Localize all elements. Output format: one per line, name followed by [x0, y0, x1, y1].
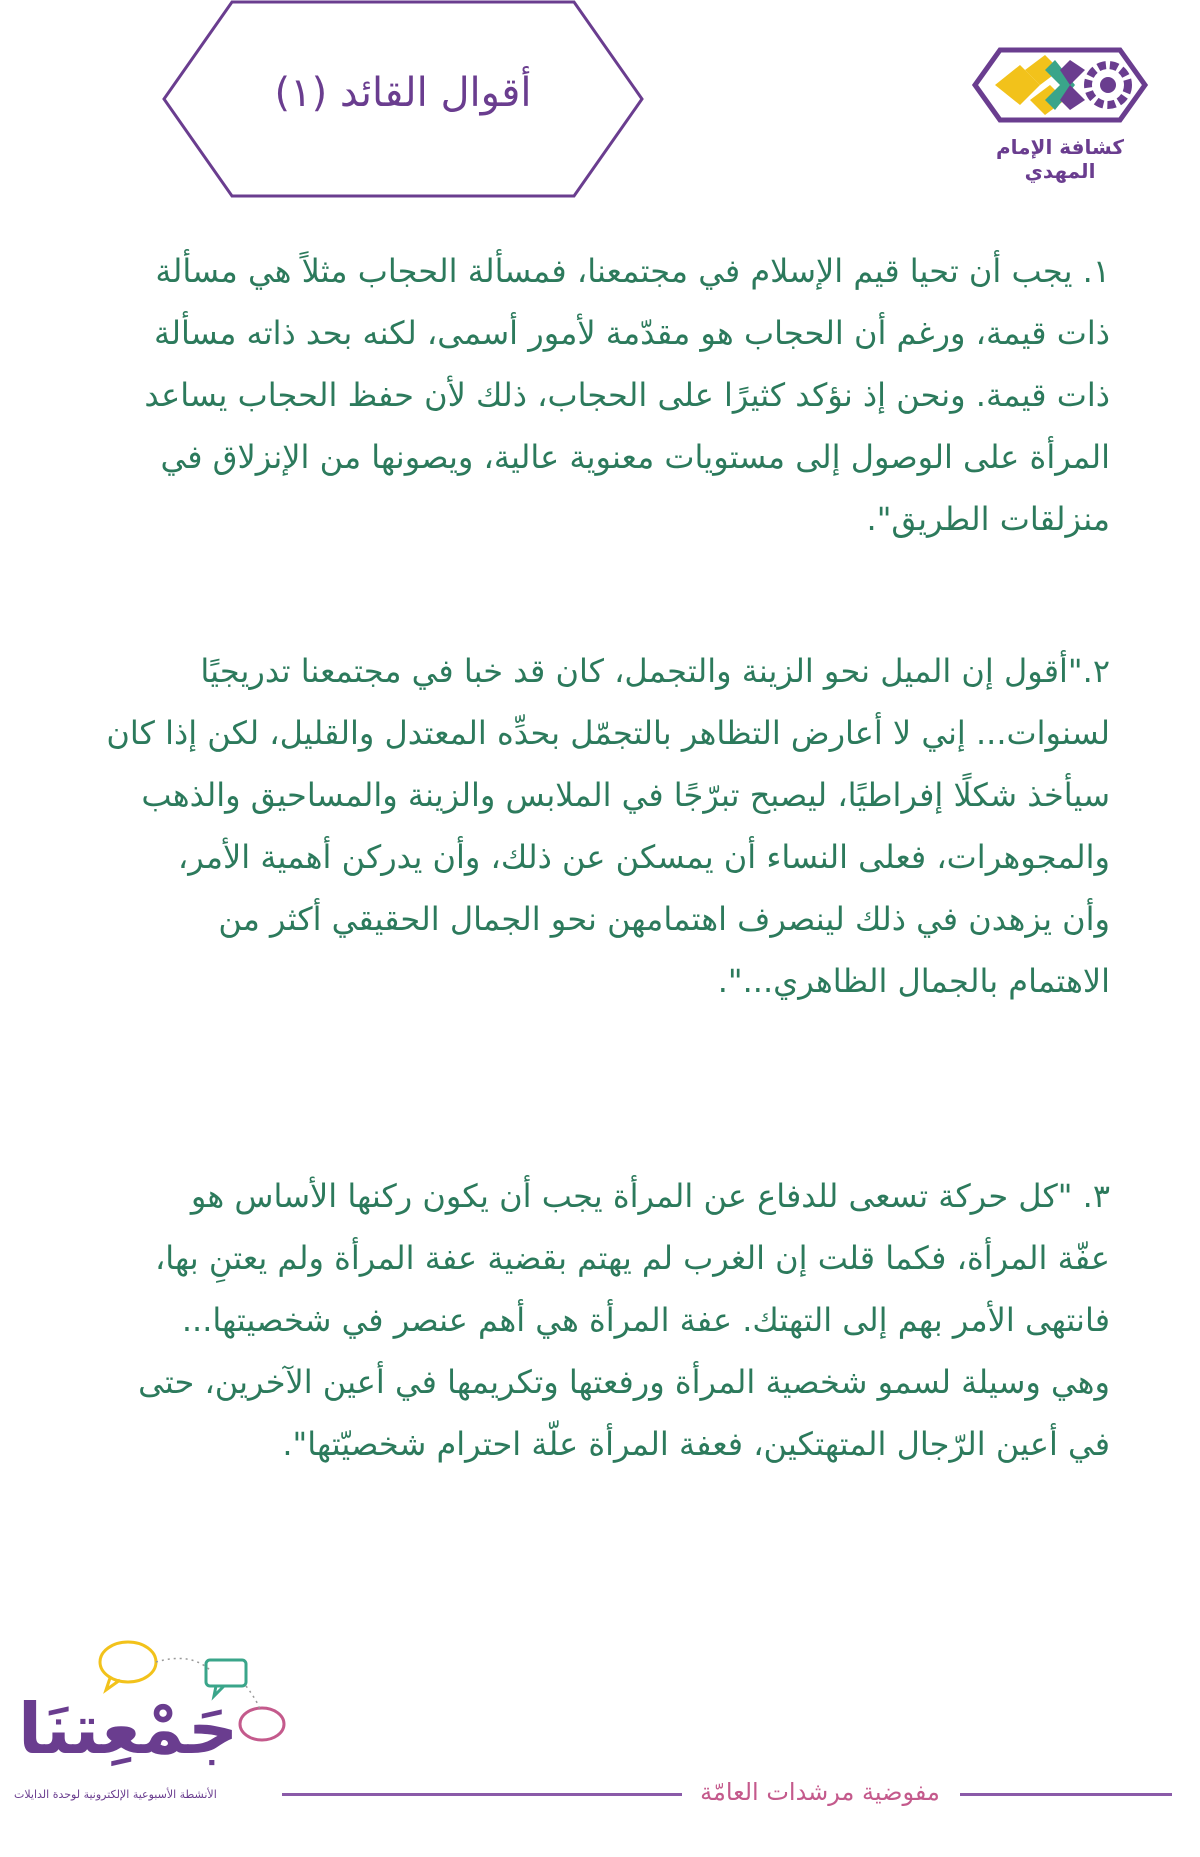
quote-paragraph-1 [66, 240, 1110, 550]
quote-paragraph-2 [66, 640, 1110, 1012]
text-line: الاهتمام بالجمال الظاهري...". [717, 962, 1110, 1000]
text-line: المرأة على الوصول إلى مستويات معنوية عالية، ويصونها من الإنزلاق في [160, 438, 1110, 476]
text-line: عفّة المرأة، فكما قلت إن الغرب لم يهتم بقضية عفة المرأة ولم يعتنِ بها، [154, 1239, 1110, 1277]
brand-subtitle: الأنشطة الأسبوعية الإلكترونية لوحدة الدايلات [14, 1788, 217, 1801]
text-line: ٢."أقول إن الميل نحو الزينة والتجمل، كان قد خبا في مجتمعنا تدريجيًا [200, 652, 1110, 690]
text-line: وهي وسيلة لسمو شخصية المرأة ورفعتها وتكريمها في أعين الآخرين، حتى [138, 1363, 1110, 1401]
text-line: وأن يزهدن في ذلك لينصرف اهتمامهن نحو الجمال الحقيقي أكثر من [218, 900, 1110, 938]
footer-divider-left [282, 1793, 682, 1796]
text-line: والمجوهرات، فعلى النساء أن يمسكن عن ذلك، وأن يدركن أهمية الأمر، [177, 838, 1110, 876]
brand-logo-word: جَمْعِتنَا [18, 1688, 239, 1770]
text-line: لسنوات... إني لا أعارض التظاهر بالتجمّل بحدِّه المعتدل والقليل، لكن إذا كان [106, 714, 1110, 752]
text-line: فانتهى الأمر بهم إلى التهتك. عفة المرأة هي أهم عنصر في شخصيتها... [181, 1301, 1110, 1339]
text-line: سيأخذ شكلًا إفراطيًا، ليصبح تبرّجًا في الملابس والزينة والمساحيق والذهب [141, 776, 1110, 814]
footer-label: مفوضية مرشدات العامّة [700, 1778, 940, 1806]
text-line: منزلقات الطريق". [866, 500, 1110, 538]
text-line: ذات قيمة. ونحن إذ نؤكد كثيرًا على الحجاب، ذلك لأن حفظ الحجاب يساعد [144, 376, 1110, 414]
text-line: ذات قيمة، ورغم أن الحجاب هو مقدّمة لأمور أسمى، لكنه بحد ذاته مسألة [154, 314, 1110, 352]
logo-text: كشافة الإمام المهدي [996, 135, 1124, 183]
text-line: في أعين الرّجال المتهتكين، فعفة المرأة علّة احترام شخصيّتها". [282, 1425, 1110, 1463]
quote-paragraph-3 [66, 1165, 1110, 1475]
page-title: أقوال القائد (١) [274, 70, 532, 116]
text-line: ١. يجب أن تحيا قيم الإسلام في مجتمعنا، فمسألة الحجاب مثلاً هي مسألة [155, 252, 1110, 290]
footer-divider-right [960, 1793, 1172, 1796]
text-line: ٣. "كل حركة تسعى للدفاع عن المرأة يجب أن يكون ركنها الأساس هو [190, 1177, 1110, 1215]
